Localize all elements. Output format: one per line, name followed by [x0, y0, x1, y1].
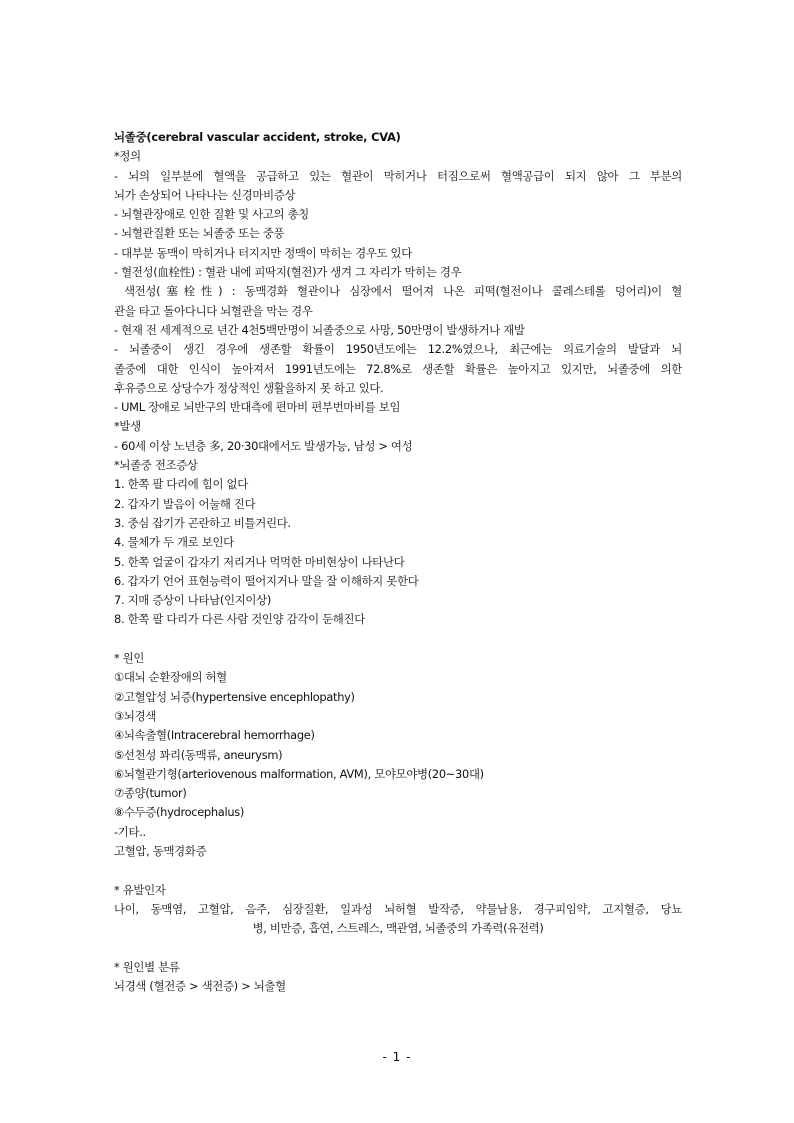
cause-item: ②고혈압성 뇌증(hypertensive encephlopathy) — [114, 689, 355, 704]
definition-heading: *정의 — [114, 149, 141, 164]
document-title: 뇌졸중(cerebral vascular accident, stroke, CVA) — [114, 130, 401, 144]
page-number: - 1 - — [382, 1050, 412, 1064]
occurrence-line: - 60세 이상 노년층 多, 20·30대에서도 발생가능, 남성 > 여성 — [114, 438, 413, 453]
cause-item: ⑧수두증(hydrocephalus) — [114, 805, 245, 820]
section-spacer — [114, 938, 682, 957]
occurrence-heading: *발생 — [114, 419, 141, 434]
warning-sign-item: 1. 한쪽 팔 다리에 힘이 없다 — [114, 477, 248, 492]
warning-sign-item: 7. 지매 증상이 나타남(인지이상) — [114, 593, 271, 608]
risk-factors-heading: * 유발인자 — [114, 882, 166, 897]
definition-line: 뇌가 손상되어 나타나는 신경마비증상 — [114, 187, 296, 202]
warning-sign-item: 6. 갑자기 언어 표현능력이 떨어지거나 말을 잘 이해하지 못한다 — [114, 573, 419, 588]
warning-signs-heading: *뇌졸중 전조증상 — [114, 458, 198, 473]
definition-line: - 대부분 동맥이 막히거나 터지지만 정맥이 막히는 경우도 있다 — [114, 245, 412, 260]
cause-item: ⑤선천성 꽈리(동맥류, aneurysm) — [114, 747, 283, 762]
definition-line: 관을 타고 돌아다니다 뇌혈관을 막는 경우 — [114, 303, 313, 318]
warning-sign-item: 2. 갑자기 발음이 어눌해 진다 — [114, 496, 256, 511]
causes-heading: * 원인 — [114, 651, 145, 666]
definition-line: 후유증으로 상당수가 정상적인 생활을하지 못 하고 있다. — [114, 380, 384, 395]
definition-line: 졸중에 대한 인식이 높아져서 1991년도에는 72.8%로 생존할 확률은 높아지고 있지만, 뇌졸중에 의한 — [114, 361, 682, 376]
classification-line: 뇌경색 (혈전증 > 색전증) > 뇌출혈 — [114, 979, 286, 994]
cause-item: -기타.. — [114, 824, 146, 839]
cause-item: ⑥뇌혈관기형(arteriovenous malformation, AVM), 모야모야병(20~30대) — [114, 766, 484, 781]
cause-item: 고혈압, 동맥경화증 — [114, 843, 207, 858]
cause-item: ⑦종양(tumor) — [114, 786, 187, 801]
risk-factors-line: 나이, 동맥염, 고혈압, 음주, 심장질환, 일과성 뇌허혈 발작증, 약물남용, 경구피임약, 고지혈증, 당뇨 — [114, 901, 682, 916]
definition-line: - 뇌졸중이 생긴 경우에 생존할 확률이 1950년도에는 12.2%였으나, 최근에는 의료기술의 발달과 뇌 — [114, 342, 682, 357]
definition-line: - 뇌혈관질환 또는 뇌졸중 또는 중풍 — [114, 226, 285, 241]
document-body — [114, 128, 682, 996]
definition-line: - 현재 전 세계적으로 년간 4천5백만명이 뇌졸중으로 사망, 50만명이 발생하거나 재발 — [114, 322, 525, 337]
risk-factors-line: 병, 비만증, 흡연, 스트레스, 맥관염, 뇌졸중의 가족력(유전력) — [252, 921, 544, 936]
warning-sign-item: 3. 중심 잡기가 곤란하고 비틀거린다. — [114, 515, 291, 530]
definition-line: - 혈전성(血栓性) : 혈관 내에 피딱지(혈전)가 생겨 그 자리가 막히는 경우 — [114, 265, 462, 280]
classification-heading: * 원인별 분류 — [114, 959, 180, 974]
cause-item: ④뇌속출혈(Intracerebral hemorrhage) — [114, 728, 315, 743]
definition-line: - 뇌혈관장애로 인한 질환 및 사고의 총칭 — [114, 207, 309, 222]
section-spacer — [114, 630, 682, 649]
cause-item: ③뇌경색 — [114, 708, 157, 723]
warning-sign-item: 4. 물체가 두 개로 보인다 — [114, 535, 234, 550]
warning-sign-item: 8. 한쪽 팔 다리가 다른 사람 것인양 감각이 둔해진다 — [114, 612, 365, 627]
section-spacer — [114, 861, 682, 880]
definition-line: - 뇌의 일부분에 혈액을 공급하고 있는 혈관이 막히거나 터짐으로써 혈액공급이 되지 않아 그 부분의 — [114, 168, 682, 183]
definition-line: - UML 장애로 뇌반구의 반대측에 편마비 편부번마비를 보임 — [114, 400, 401, 415]
cause-item: ①대뇌 순환장애의 허혈 — [114, 670, 227, 685]
warning-sign-item: 5. 한쪽 얼굴이 갑자기 저리거나 먹먹한 마비현상이 나타난다 — [114, 554, 405, 569]
definition-line: 색전성(塞栓性) : 동맥경화 혈관이나 심장에서 떨어져 나온 피떡(혈전이나 콜레스테롤 덩어리)이 혈 — [124, 284, 682, 299]
